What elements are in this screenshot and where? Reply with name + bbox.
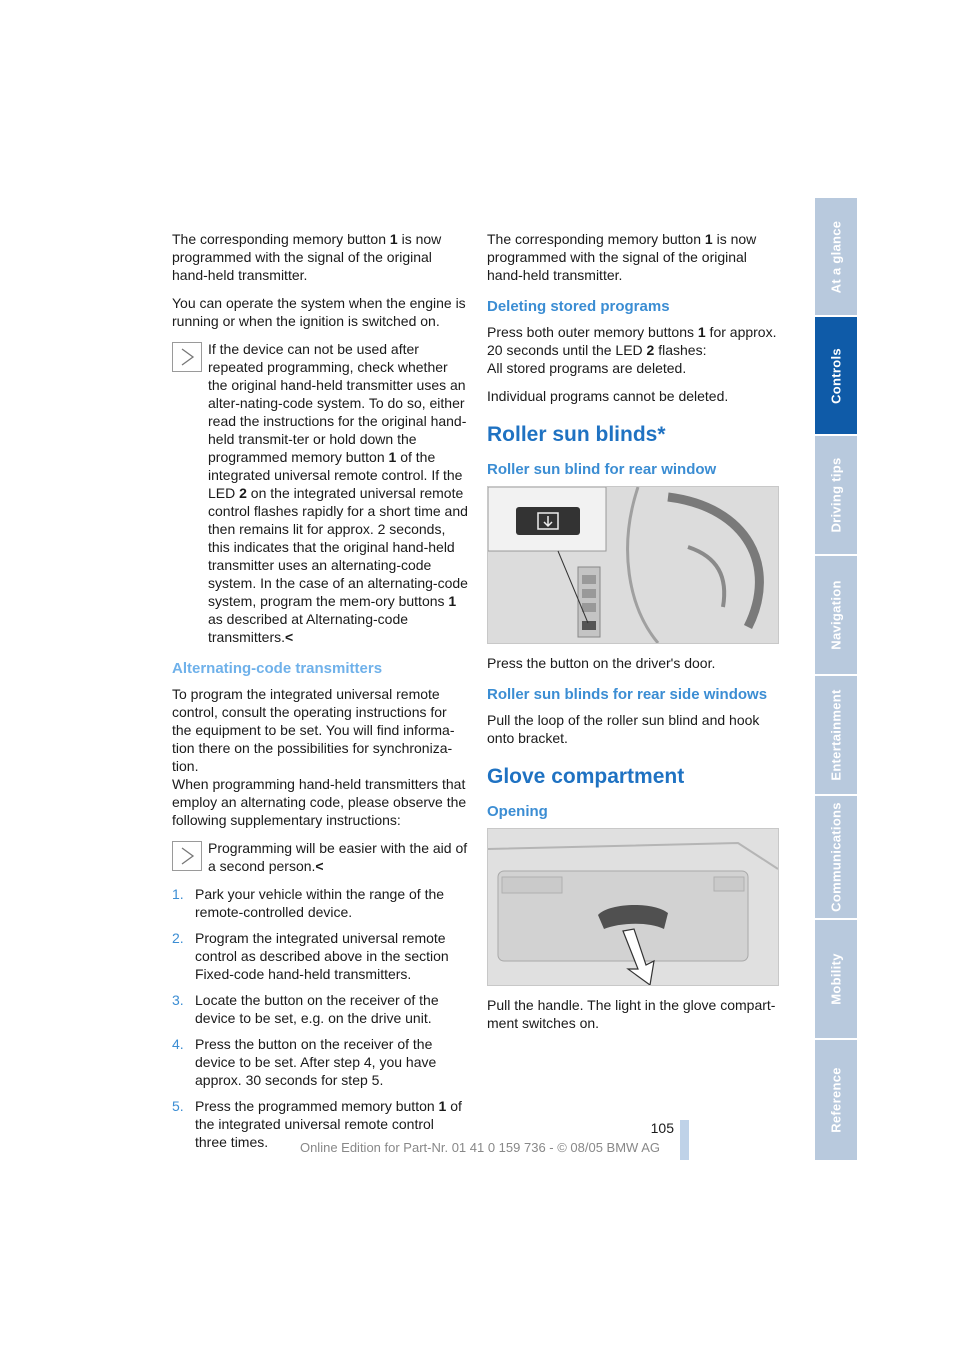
list-item: 3. Locate the button on the receiver of the device to be set, e.g. on the drive unit.	[172, 992, 439, 1026]
tab-reference[interactable]: Reference	[815, 1040, 857, 1162]
rear-window-button-illustration	[487, 486, 779, 644]
paragraph: You can operate the system when the engine is running or when the ignition is switched on.	[172, 295, 466, 329]
section-heading: Deleting stored programs	[487, 298, 670, 315]
steps-list	[172, 885, 468, 1151]
note: If the device can not be used after repeated programming, check whether the original hand-held transmitter uses an alter-nating-code system. To do so, either read the instructions for the original hand-held transmit-ter or hold down the programmed memory button 1 of the integrated universal remote control. If the LED 2 on the integrated universal remote control flashes rapidly for a short time and then remains lit for approx. 2 seconds, this indicates that the original hand-held transmitter uses an alternating-code system. In the case of an alternating-code system, program the mem-ory buttons 1 as described at Alternating-code transmitters.<	[172, 340, 468, 646]
paragraph: To program the integrated universal remote control, consult the operating instructions for the equipment to be set. You will find informa-tion there on the possibilities for synchroniza-tion.	[172, 686, 455, 774]
note-arrow-icon	[172, 841, 202, 871]
glove-compartment-illustration	[487, 828, 779, 986]
list-item: 5. Press the programmed memory button 1 of the integrated universal remote control three times.	[172, 1098, 462, 1150]
section-heading: Opening	[487, 803, 548, 820]
paragraph: Press the button on the driver's door.	[487, 655, 716, 671]
note: Programming will be easier with the aid of a second person.<	[172, 839, 468, 875]
chapter-heading: Glove compartment	[487, 765, 685, 788]
section-heading: Roller sun blind for rear window	[487, 461, 717, 478]
footer-copyright: Online Edition for Part-Nr. 01 41 0 159 736 - © 08/05 BMW AG	[299, 1140, 661, 1155]
chapter-heading: Roller sun blinds*	[487, 423, 666, 446]
page-number: 105	[650, 1120, 674, 1136]
tab-controls[interactable]: Controls	[815, 317, 857, 436]
tab-at-a-glance[interactable]: At a glance	[815, 198, 857, 317]
section-heading: Alternating-code transmitters	[172, 660, 383, 677]
tab-navigation[interactable]: Navigation	[815, 556, 857, 676]
tab-communications[interactable]: Communications	[815, 796, 857, 920]
paragraph: Press both outer memory buttons 1 for approx. 20 seconds until the LED 2 flashes:	[487, 324, 777, 358]
tab-mobility[interactable]: Mobility	[815, 920, 857, 1040]
paragraph: All stored programs are deleted.	[487, 360, 687, 376]
list-item: 4. Press the button on the receiver of the device to be set. After step 4, you have approx. 30 seconds for step 5.	[172, 1036, 437, 1088]
left-column	[172, 230, 468, 1159]
tab-entertainment[interactable]: Entertainment	[815, 676, 857, 796]
paragraph: The corresponding memory button 1 is now programmed with the signal of the original hand-held transmitter.	[172, 231, 442, 283]
section-heading: Roller sun blinds for rear side windows	[487, 686, 768, 703]
paragraph: Pull the handle. The light in the glove compart-ment switches on.	[487, 997, 776, 1031]
tab-driving-tips[interactable]: Driving tips	[815, 436, 857, 556]
paragraph: Individual programs cannot be deleted.	[487, 388, 729, 404]
list-item: 1. Park your vehicle within the range of the remote-controlled device.	[172, 886, 445, 920]
paragraph: The corresponding memory button 1 is now programmed with the signal of the original hand-held transmitter.	[487, 231, 757, 283]
list-item: 2. Program the integrated universal remote control as described above in the section Fixed-code hand-held transmitters.	[172, 930, 449, 982]
right-column	[487, 230, 783, 1042]
note-arrow-icon	[172, 342, 202, 372]
chapter-sidebar	[815, 198, 857, 1160]
paragraph: Pull the loop of the roller sun blind and hook onto bracket.	[487, 712, 760, 746]
paragraph: When programming hand-held transmitters that employ an alternating code, please observe the following supplementary instructions:	[172, 776, 467, 828]
